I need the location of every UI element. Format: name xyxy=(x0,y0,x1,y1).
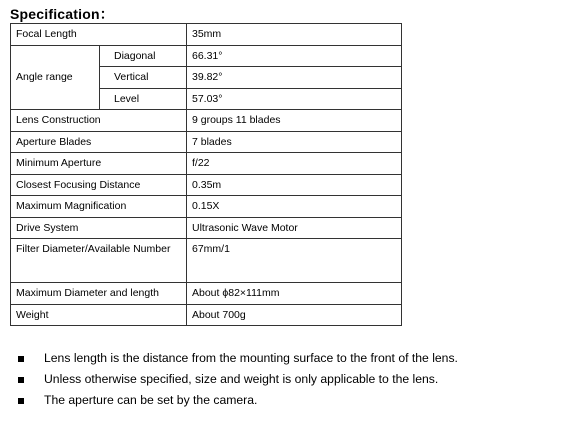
spec-value: 7 blades xyxy=(187,131,402,153)
spec-value: 67mm/1 xyxy=(187,239,402,283)
spec-label-cell xyxy=(11,239,187,283)
spec-value: About 700g xyxy=(187,304,402,326)
spec-label: Maximum Magnification xyxy=(11,196,187,218)
table-row xyxy=(11,304,402,326)
page-title: Specification： xyxy=(10,6,114,22)
table-row xyxy=(11,239,402,283)
spec-value: 9 groups 11 blades xyxy=(187,110,402,132)
spec-value: 57.03° xyxy=(187,88,402,110)
note-text: Lens length is the distance from the mounting surface to the front of the lens. xyxy=(44,351,458,365)
spec-value: f/22 xyxy=(187,153,402,175)
spec-label: Lens Construction xyxy=(11,110,187,132)
spec-sublabel: Diagonal xyxy=(100,45,187,67)
spec-value: 66.31° xyxy=(187,45,402,67)
spec-value: 0.15X xyxy=(187,196,402,218)
square-bullet-icon xyxy=(18,398,24,404)
spec-value: About ϕ82×111mm xyxy=(187,283,402,305)
table-row xyxy=(11,196,402,218)
spec-label: Weight xyxy=(11,304,187,326)
spec-value: 39.82° xyxy=(187,67,402,89)
spec-label: Drive System xyxy=(11,217,187,239)
specification-table xyxy=(10,23,402,326)
list-item xyxy=(18,348,458,369)
spec-label: Aperture Blades xyxy=(11,131,187,153)
square-bullet-icon xyxy=(18,377,24,383)
notes-list xyxy=(18,348,458,411)
note-text: Unless otherwise specified, size and weight is only applicable to the lens. xyxy=(44,372,439,386)
spec-label: Filter Diameter/Available Number xyxy=(16,243,171,255)
spec-label: Maximum Diameter and length xyxy=(11,283,187,305)
spec-label: Closest Focusing Distance xyxy=(11,174,187,196)
spec-value: 35mm xyxy=(187,24,402,46)
list-item xyxy=(18,390,458,411)
spec-value: 0.35m xyxy=(187,174,402,196)
spec-sublabel: Level xyxy=(100,88,187,110)
table-row xyxy=(11,45,402,67)
spec-label: Angle range xyxy=(11,45,100,110)
spec-label: Focal Length xyxy=(11,24,187,46)
spec-value: Ultrasonic Wave Motor xyxy=(187,217,402,239)
table-row xyxy=(11,24,402,46)
spec-sublabel: Vertical xyxy=(100,67,187,89)
table-row xyxy=(11,153,402,175)
spec-label: Minimum Aperture xyxy=(11,153,187,175)
table-row xyxy=(11,110,402,132)
table-row xyxy=(11,217,402,239)
table-row xyxy=(11,283,402,305)
square-bullet-icon xyxy=(18,356,24,362)
note-text: The aperture can be set by the camera. xyxy=(44,393,258,407)
table-row xyxy=(11,174,402,196)
table-row xyxy=(11,131,402,153)
list-item xyxy=(18,369,458,390)
